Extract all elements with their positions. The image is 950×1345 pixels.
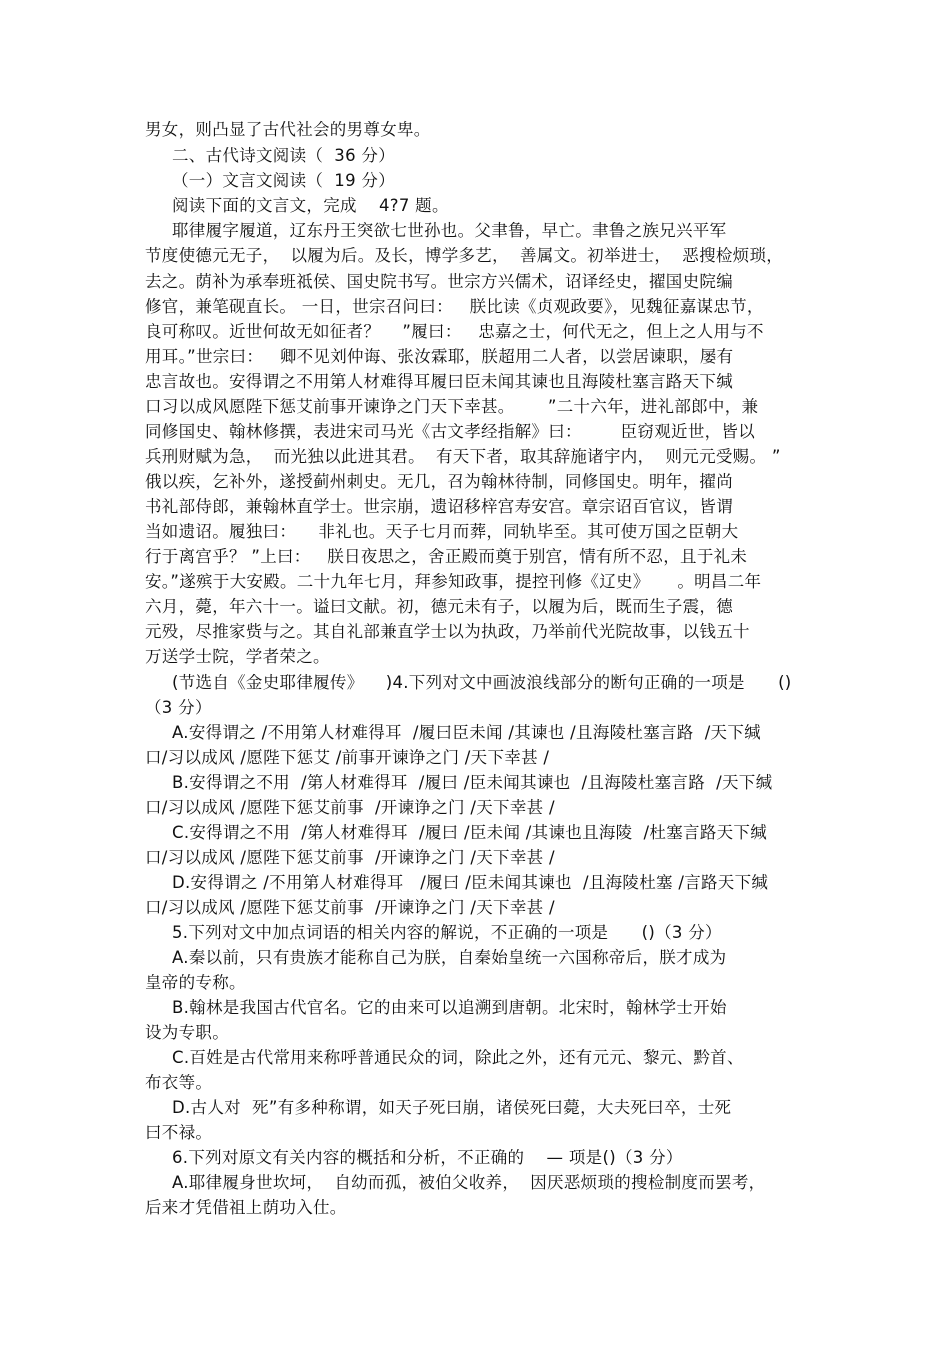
passage-line: 节度使德元无子， 以履为后。及长，博学多艺， 善属文。初举进士， 恶搜检烦琐， xyxy=(145,246,784,265)
text-line: 男女，则凸显了古代社会的男尊女卑。 xyxy=(145,120,431,139)
q5-option-a-cont: 皇帝的专称。 xyxy=(145,973,246,992)
section-heading: 二、古代诗文阅读（ 36 分） xyxy=(172,146,396,165)
q6-option-a: A.耶律履身世坎坷， 自幼而孤，被伯父收养， 因厌恶烦琐的搜检制度而罢考， xyxy=(172,1173,766,1192)
option-b: B.安得谓之不用 /第人材难得耳 /履曰 /臣未闻其谏也 /且海陵杜塞言路 /天下缄 xyxy=(172,773,773,792)
passage-line: 耶律履字履道，辽东丹王突欲七世孙也。父聿鲁，早亡。聿鲁之族兄兴平军 xyxy=(172,221,727,240)
question-5-stem: 5.下列对文中加点词语的相关内容的解说，不正确的一项是 ()（3 分） xyxy=(172,923,722,942)
option-c-cont: 口/习以成风 /愿陛下惩艾前事 /开谏诤之门 /天下幸甚 / xyxy=(145,848,555,867)
question-4-stem: (节选自《金史耶律履传》 )4.下列对文中画波浪线部分的断句正确的一项是 () xyxy=(172,673,792,692)
passage-line: 忠言故也。安得谓之不用第人材难得耳履曰臣未闻其谏也且海陵杜塞言路天下缄 xyxy=(145,372,733,391)
passage-line: 万送学士院，学者荣之。 xyxy=(145,647,330,666)
option-a-cont: 口/习以成风 /愿陛下惩艾 /前事开谏诤之门 /天下幸甚 / xyxy=(145,748,550,767)
passage-line: 修官，兼笔砚直长。 一日，世宗召问曰： 朕比读《贞观政要》，见魏征嘉谋忠节， xyxy=(145,297,764,316)
passage-line: 用耳。”世宗曰： 卿不见刘仲诲、张汝霖耶，朕超用二人者，以尝居谏职，屡有 xyxy=(145,347,734,366)
q5-option-c: C.百姓是古代常用来称呼普通民众的词，除此之外，还有元元、黎元、黔首、 xyxy=(172,1048,744,1067)
q5-option-b: B.翰林是我国古代官名。它的由来可以追溯到唐朝。北宋时，翰林学士开始 xyxy=(172,998,727,1017)
option-d-cont: 口/习以成风 /愿陛下惩艾前事 /开谏诤之门 /天下幸甚 / xyxy=(145,898,555,917)
passage-line: 安。”遂殡于大安殿。二十九年七月，拜参知政事，提控刊修《辽史》 。明昌二年 xyxy=(145,572,762,591)
q5-option-c-cont: 布衣等。 xyxy=(145,1073,213,1092)
option-d: D.安得谓之 /不用第人材难得耳 /履曰 /臣未闻其谏也 /且海陵杜塞 /言路天下缄 xyxy=(172,873,769,892)
passage-line: 书礼部侍郎，兼翰林直学士。世宗崩，遗诏移梓宫寿安宫。章宗诏百官议，皆谓 xyxy=(145,497,733,516)
q5-option-b-cont: 设为专职。 xyxy=(145,1023,229,1042)
option-a: A.安得谓之 /不用第人材难得耳 /履曰臣未闻 /其谏也 /且海陵杜塞言路 /天下缄 xyxy=(172,723,761,742)
option-b-cont: 口/习以成风 /愿陛下惩艾前事 /开谏诤之门 /天下幸甚 / xyxy=(145,798,555,817)
question-4-score: （3 分） xyxy=(145,698,212,717)
q6-option-a-cont: 后来才凭借祖上荫功入仕。 xyxy=(145,1198,347,1217)
passage-line: 兵刑财赋为急， 而光独以此进其君。 有天下者，取其辞施诸宇内， 则元元受赐。 ” xyxy=(145,447,781,466)
passage-line: 元殁，尽推家赀与之。其自礼部兼直学士以为执政，乃举前代光院故事，以钱五十 xyxy=(145,622,750,641)
option-c: C.安得谓之不用 /第人材难得耳 /履曰 /臣未闻 /其谏也且海陵 /杜塞言路天下缄 xyxy=(172,823,768,842)
q5-option-d: D.古人对 死”有多种称谓，如天子死曰崩，诸侯死曰薨，大夫死曰卒，士死 xyxy=(172,1098,732,1117)
passage-line: 俄以疾，乞补外，遂授蓟州刺史。无几，召为翰林待制，同修国史。明年，擢尚 xyxy=(145,472,733,491)
passage-line: 口习以成风愿陛下惩艾前事开谏诤之门天下幸甚。 ”二十六年，进礼部郎中，兼 xyxy=(145,397,759,416)
question-6-stem: 6.下列对原文有关内容的概括和分析，不正确的 — 项是()（3 分） xyxy=(172,1148,683,1167)
passage-line: 良可称叹。近世何故无如征者？ ”履曰： 忠嘉之士，何代无之，但上之人用与不 xyxy=(145,322,764,341)
passage-line: 去之。荫补为承奉班祗侯、国史院书写。世宗方兴儒术，诏译经史，擢国史院编 xyxy=(145,272,733,291)
passage-line: 行于离宫乎？ ”上曰： 朕日夜思之，舍正殿而奠于别宫，情有所不忍，且于礼未 xyxy=(145,547,748,566)
instruction-line: 阅读下面的文言文，完成 4?7 题。 xyxy=(172,196,449,215)
q5-option-a: A.秦以前，只有贵族才能称自己为朕，自秦始皇统一六国称帝后，朕才成为 xyxy=(172,948,727,967)
passage-line: 当如遗诏。履独曰： 非礼也。天子七月而葬，同轨毕至。其可使万国之臣朝大 xyxy=(145,522,739,541)
passage-line: 六月，薨，年六十一。谥曰文献。初，德元未有子，以履为后，既而生子震，德 xyxy=(145,597,733,616)
q5-option-d-cont: 曰不禄。 xyxy=(145,1123,213,1142)
subsection-heading: （一）文言文阅读（ 19 分） xyxy=(172,171,396,190)
passage-line: 同修国史、翰林修撰，表进宋司马光《古文孝经指解》曰： 臣窃观近世，皆以 xyxy=(145,422,756,441)
